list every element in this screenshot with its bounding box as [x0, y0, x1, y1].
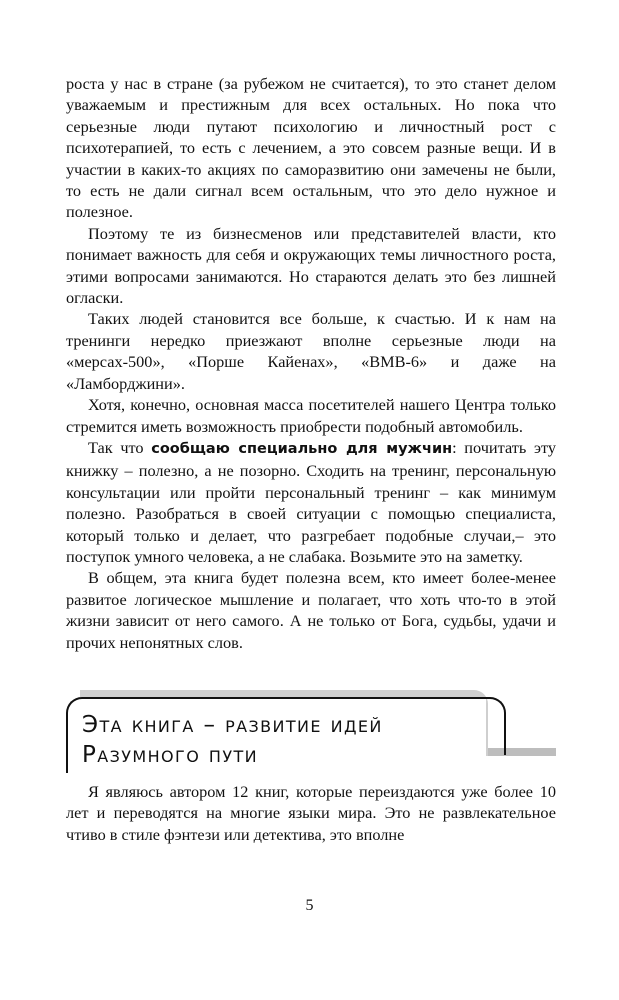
paragraph: Поэтому те из бизнесменов или представителей власти, кто понимает важность для себя и окружающих темы личностного роста, этими вопросами занимаются. Но стараются делать это без лишней огласки.	[66, 223, 556, 308]
page-number: 5	[305, 897, 314, 914]
paragraph	[66, 437, 556, 567]
paragraph: роста у нас в стране (за рубежом не считается), то это станет делом уважаемым и престижным для всех остальных. Но пока что серьезные люди путают психологию и личностный рост с психотерапией, то есть с лечением, а это совсем разные вещи. И в участии в каких-то акциях по саморазвитию они замечены не были, то есть не дали сигнал всем остальным, что это дело нужное и полезное.	[66, 74, 556, 222]
paragraph: Таких людей становится все больше, к счастью. И к нам на тренинги нередко приезжают вполне серьезные люди на «мерсах-500», «Порше Кайенах», «BMB-6» и даже на «Ламборджини».	[66, 309, 556, 393]
paragraph-text: Так что	[88, 437, 152, 457]
paragraph: Я являюсь автором 12 книг, которые переиздаются уже более 10 лет и переводятся на многие языки мира. Это не развлекательное чтиво в стиле фэнтези или детектива, это вполне	[66, 782, 556, 844]
heading-line: Эта книга – развитие идей	[82, 712, 383, 738]
heading-line: Разумного пути	[82, 742, 259, 768]
paragraph-text: : почитать эту книжку – полезно, а не позорно. Сходить на тренинг, персональную консультации или пройти персональный тренинг – как минимум полезно. Разобраться в своей ситуации с помощью специалиста, который только и делает, что разгребает подобные случаи,– это поступок умного человека, а не слабака. Возьмите это на заметку.	[66, 437, 556, 566]
bold-phrase: сообщаю специально для мужчин	[151, 440, 453, 457]
paragraph: В общем, эта книга будет полезна всем, кто имеет более-менее развитое логическое мышление и полагает, что хоть что-то в этой жизни зависит от него самого. А не только от Бога, судьбы, удачи и прочих непонятных слов.	[66, 568, 556, 652]
section-heading	[82, 710, 482, 770]
body-text-bottom	[66, 781, 556, 845]
paragraph: Хотя, конечно, основная масса посетителей нашего Центра только стремится иметь возможность приобрести подобный автомобиль.	[66, 395, 556, 436]
body-text-top	[66, 73, 556, 653]
